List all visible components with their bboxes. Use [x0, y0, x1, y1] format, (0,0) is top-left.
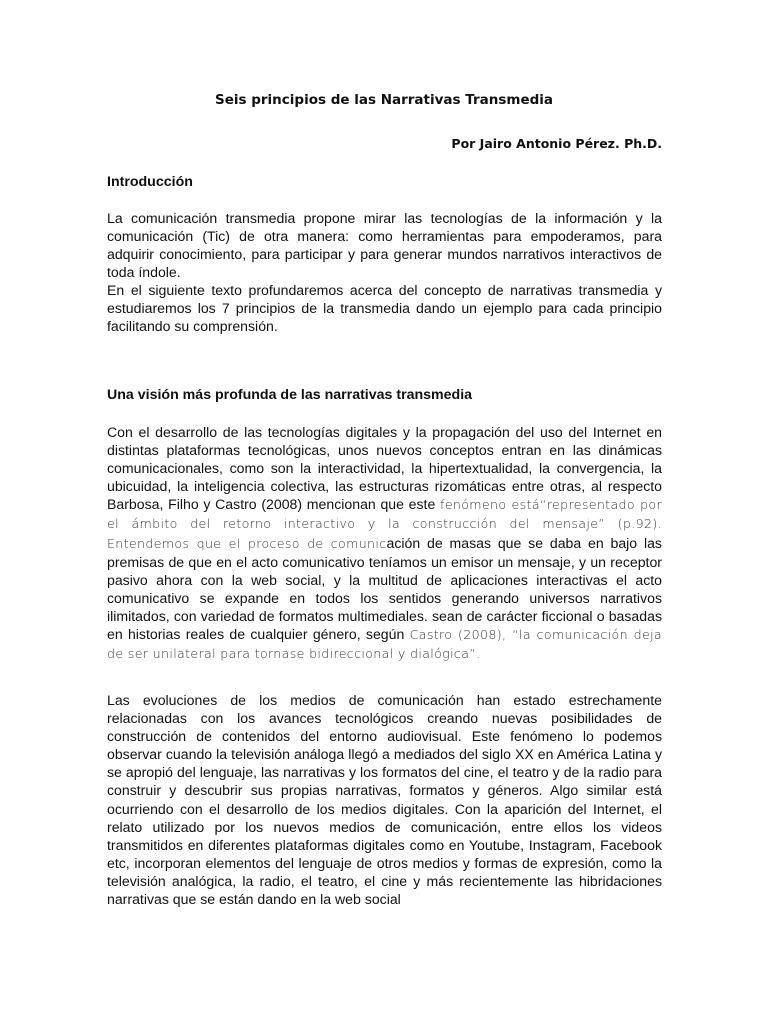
intro-paragraph-2: En el siguiente texto profundaremos acerca del concepto de narrativas transmedia y estudiaremos los 7 principios de la transmedia dando un ejemplo para cada principio facilitando su comprensión. — [107, 282, 662, 335]
paragraph-text: Con el desarrollo de las tecnologías digitales y la propagación del uso del Internet en distintas plataformas tecnológicas, unos nuevos conceptos entran en las dinámicas comunicacionales, como son la interactividad, la hipertextualidad, la convergencia, la ubicuidad, la inteligencia colectiva, las estructuras rizomáticas entre otras, al respecto Barbosa, Filho y Castro (2008) mencionan que este — [107, 424, 662, 513]
section-heading: Una visión más profunda de las narrativas transmedia — [107, 387, 473, 403]
section-paragraph-1 — [107, 423, 662, 663]
quote-text: Castro (2008), “la comunicación deja de ser unilateral para tornase bidireccional y dialógica”. — [107, 627, 662, 662]
section-paragraph-2: Las evoluciones de los medios de comunicación han estado estrechamente relacionadas con los avances tecnológicos creando nuevas posibilidades de construcción de contenidos del entorno audiovisual. Este fenómeno lo podemos observar cuando la televisión análoga llegó a mediados del siglo XX en América Latina y se apropió del lenguaje, las narrativas y los formatos del cine, el teatro y de la radio para construir y descubrir sus propias narrativas, formatos y géneros. Algo similar está ocurriendo con el desarrollo de los medios digitales. Con la aparición del Internet, el relato utilizado por los nuevos medios de comunicación, entre ellos los videos transmitidos en diferentes plataformas digitales como en Youtube, Instagram, Facebook etc, incorporan elementos del lenguaje de otros medios y formas de expresión, como la televisión analógica, la radio, el teatro, el cine y más recientemente las hibridaciones narrativas que se están dando en la web social — [107, 692, 662, 908]
intro-paragraph-1: La comunicación transmedia propone mirar las tecnologías de la información y la comunicación (Tic) de otra manera: como herramientas para empoderamos, para adquirir conocimiento, para participar y para generar mundos narrativos interactivos de toda índole. — [107, 210, 662, 281]
document-title: Seis principios de las Narrativas Transmedia — [214, 92, 554, 108]
paragraph-text: ación de masas que se daba en bajo las premisas de que en el acto comunicativo teníamos un emisor un mensaje, y un receptor pasivo ahora con la web social, y la multitud de aplicaciones interactivas el acto comunicativo se expande en todos los sentidos generando universos narrativos ilimitados, con variedad de formatos multimediales. sean de carácter ficcional o basadas en historias reales de cualquier género, según — [107, 534, 662, 643]
intro-heading: Introducción — [107, 174, 193, 190]
quote-text: fenómeno está“representado por el ámbito del retorno interactivo y la construcción del mensaje” (p.92). Entendemos que el proceso de comunic — [107, 497, 662, 551]
author-line: Por Jairo Antonio Pérez. Ph.D. — [451, 136, 662, 151]
